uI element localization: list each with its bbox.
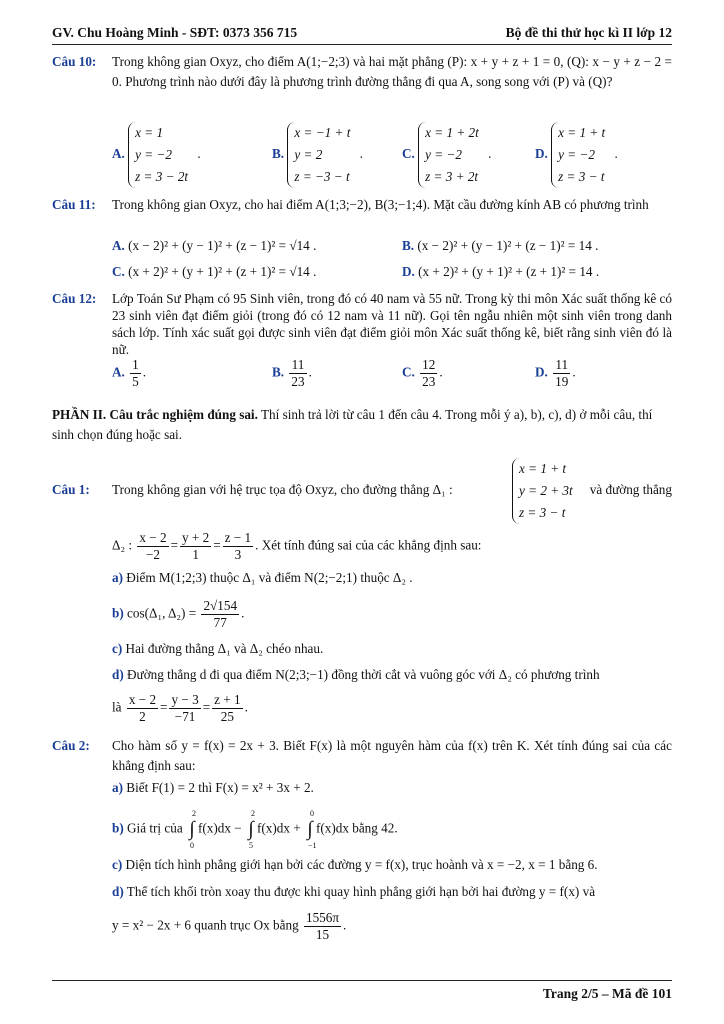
- q11-option-c[interactable]: C. (x + 2)² + (y + 1)² + (z + 1)² = √14 .: [112, 264, 317, 279]
- question-label: Câu 10:: [52, 54, 97, 69]
- c2-statement-d-cont: y = x² − 2x + 6 quanh trục Ox bằng $\frac{1556\pi}{15}$ .: [112, 910, 347, 942]
- q12-option-d[interactable]: D. $\frac{11}{19}$ .: [535, 357, 576, 389]
- part-2-title: PHẦN II. Câu trắc nghiệm đúng sai.: [52, 407, 258, 422]
- question-label: Câu 2:: [52, 738, 90, 753]
- tf-question-2: [52, 736, 672, 776]
- c1-text-after: và đường thẳng: [589, 482, 672, 497]
- part-2-intro: [52, 405, 672, 445]
- question-text: Cho hàm số y = f(x) = 2x + 3. Biết F(x) là một nguyên hàm của f(x) trên K. Xét tính đúng sai của các khẳng định sau:: [112, 738, 672, 773]
- q10-option-b[interactable]: B. x = −1 + t y = 2 z = −3 − t .: [272, 122, 363, 188]
- question-10: [52, 52, 672, 92]
- q10-option-a[interactable]: A. x = 1 y = −2 z = 3 − 2t .: [112, 122, 201, 188]
- c1-delta2-line: Δ₂ : $\frac{x - 2}{-2}$ = $\frac{y + 2}{1}$ = $\frac{z - 1}{3}$ . Xét tính đúng sai của các khẳng định sau:: [112, 530, 482, 562]
- c2-statement-c[interactable]: c) Diện tích hình phẳng giới hạn bởi các đường y = f(x), trục hoành và x = −2, x = 1 bằng 6.: [112, 857, 598, 872]
- q11-option-d[interactable]: D. (x + 2)² + (y + 1)² + (z + 1)² = 14 .: [402, 264, 600, 279]
- q12-option-a[interactable]: A. $\frac{1}{5}$ .: [112, 357, 147, 389]
- q12-option-b[interactable]: B. $\frac{11}{23}$ .: [272, 357, 312, 389]
- c1-system: x = 1 + t y = 2 + 3t z = 3 − t: [512, 458, 579, 524]
- c2-statement-b[interactable]: b) Giá trị của 2 ∫ 0 f(x)dx − 2 ∫ 5 f(x)dx + 0 ∫ −1 f(x)dx bằng 42.: [112, 809, 398, 850]
- c2-statement-a[interactable]: a) Biết F(1) = 2 thì F(x) = x² + 3x + 2.: [112, 780, 314, 795]
- question-label: Câu 12:: [52, 291, 97, 306]
- page-header: [52, 22, 672, 45]
- c2-statement-d[interactable]: d) Thể tích khối tròn xoay thu được khi quay hình phẳng giới hạn bởi hai đường y = f(x) và: [112, 884, 596, 899]
- q11-option-b[interactable]: B. (x − 2)² + (y − 1)² + (z − 1)² = 14 .: [402, 238, 599, 253]
- question-11: [52, 195, 672, 215]
- question-text: Lớp Toán Sư Phạm có 95 Sinh viên, trong đó có 40 nam và 55 nữ. Trong kỳ thi môn Xác suất thống kê có 23 sinh viên đạt điểm giỏi (trong đó có 12 nam và 11 nữ). Gọi tên ngẫu nhiên một sinh viên trong danh sách lớp. Tính xác suất gọi được sinh viên đạt điểm giỏi môn Xác suất thống kê, biết rằng sinh viên đó là nữ.: [112, 291, 672, 357]
- c1-statement-a[interactable]: a) Điểm M(1;2;3) thuộc Δ₁ và điểm N(2;−2;1) thuộc Δ₂ .: [112, 570, 413, 585]
- c1-statement-d-equation: là $\frac{x - 2}{2}$ = $\frac{y - 3}{-71}$ = $\frac{z + 1}{25}$ .: [112, 692, 248, 724]
- q11-option-a[interactable]: A. (x − 2)² + (y − 1)² + (z − 1)² = √14 .: [112, 238, 317, 253]
- q10-option-c[interactable]: C. x = 1 + 2t y = −2 z = 3 + 2t .: [402, 122, 491, 188]
- exam-title: Bộ đề thi thử học kì II lớp 12: [505, 25, 672, 40]
- teacher-info: GV. Chu Hoàng Minh - SĐT: 0373 356 715: [52, 25, 298, 40]
- q12-option-c[interactable]: C. $\frac{12}{23}$ .: [402, 357, 443, 389]
- question-text: Trong không gian Oxyz, cho điểm A(1;−2;3) và hai mặt phẳng (P): x + y + z + 1 = 0, (Q): x − y + z − 2 = 0. Phương trình nào dưới đây là phương trình đường thẳng đi qua A, song song với (P) và (Q)?: [112, 54, 672, 89]
- c1-text-before: Trong không gian với hệ trục tọa độ Oxyz, cho đường thẳng Δ₁ :: [112, 482, 453, 497]
- c1-statement-c[interactable]: c) Hai đường thẳng Δ₁ và Δ₂ chéo nhau.: [112, 641, 324, 656]
- q10-option-d[interactable]: D. x = 1 + t y = −2 z = 3 − t .: [535, 122, 618, 188]
- c1-statement-b[interactable]: b) cos(Δ₁, Δ₂) = $\frac{2√154}{77}$ .: [112, 598, 245, 630]
- question-12: [52, 290, 672, 358]
- question-label: Câu 11:: [52, 197, 96, 212]
- page-footer: Trang 2/5 – Mã đề 101: [542, 986, 672, 1001]
- c1-statement-d[interactable]: d) Đường thẳng d đi qua điểm N(2;3;−1) đồng thời cắt và vuông góc với Δ₂ có phương trình: [112, 667, 600, 682]
- footer-divider: [52, 980, 672, 981]
- question-label: Câu 1:: [52, 482, 90, 497]
- question-text: Trong không gian Oxyz, cho hai điểm A(1;3;−2), B(3;−1;4). Mặt cầu đường kính AB có phương trình: [112, 197, 649, 212]
- tf-question-1: [52, 458, 672, 520]
- part-2-instructions: Thí sinh trả lời từ câu 1 đến câu 4. Trong mỗi ý a), b), c), d) ở mỗi câu, thí sinh chọn đúng hoặc sai.: [52, 407, 653, 442]
